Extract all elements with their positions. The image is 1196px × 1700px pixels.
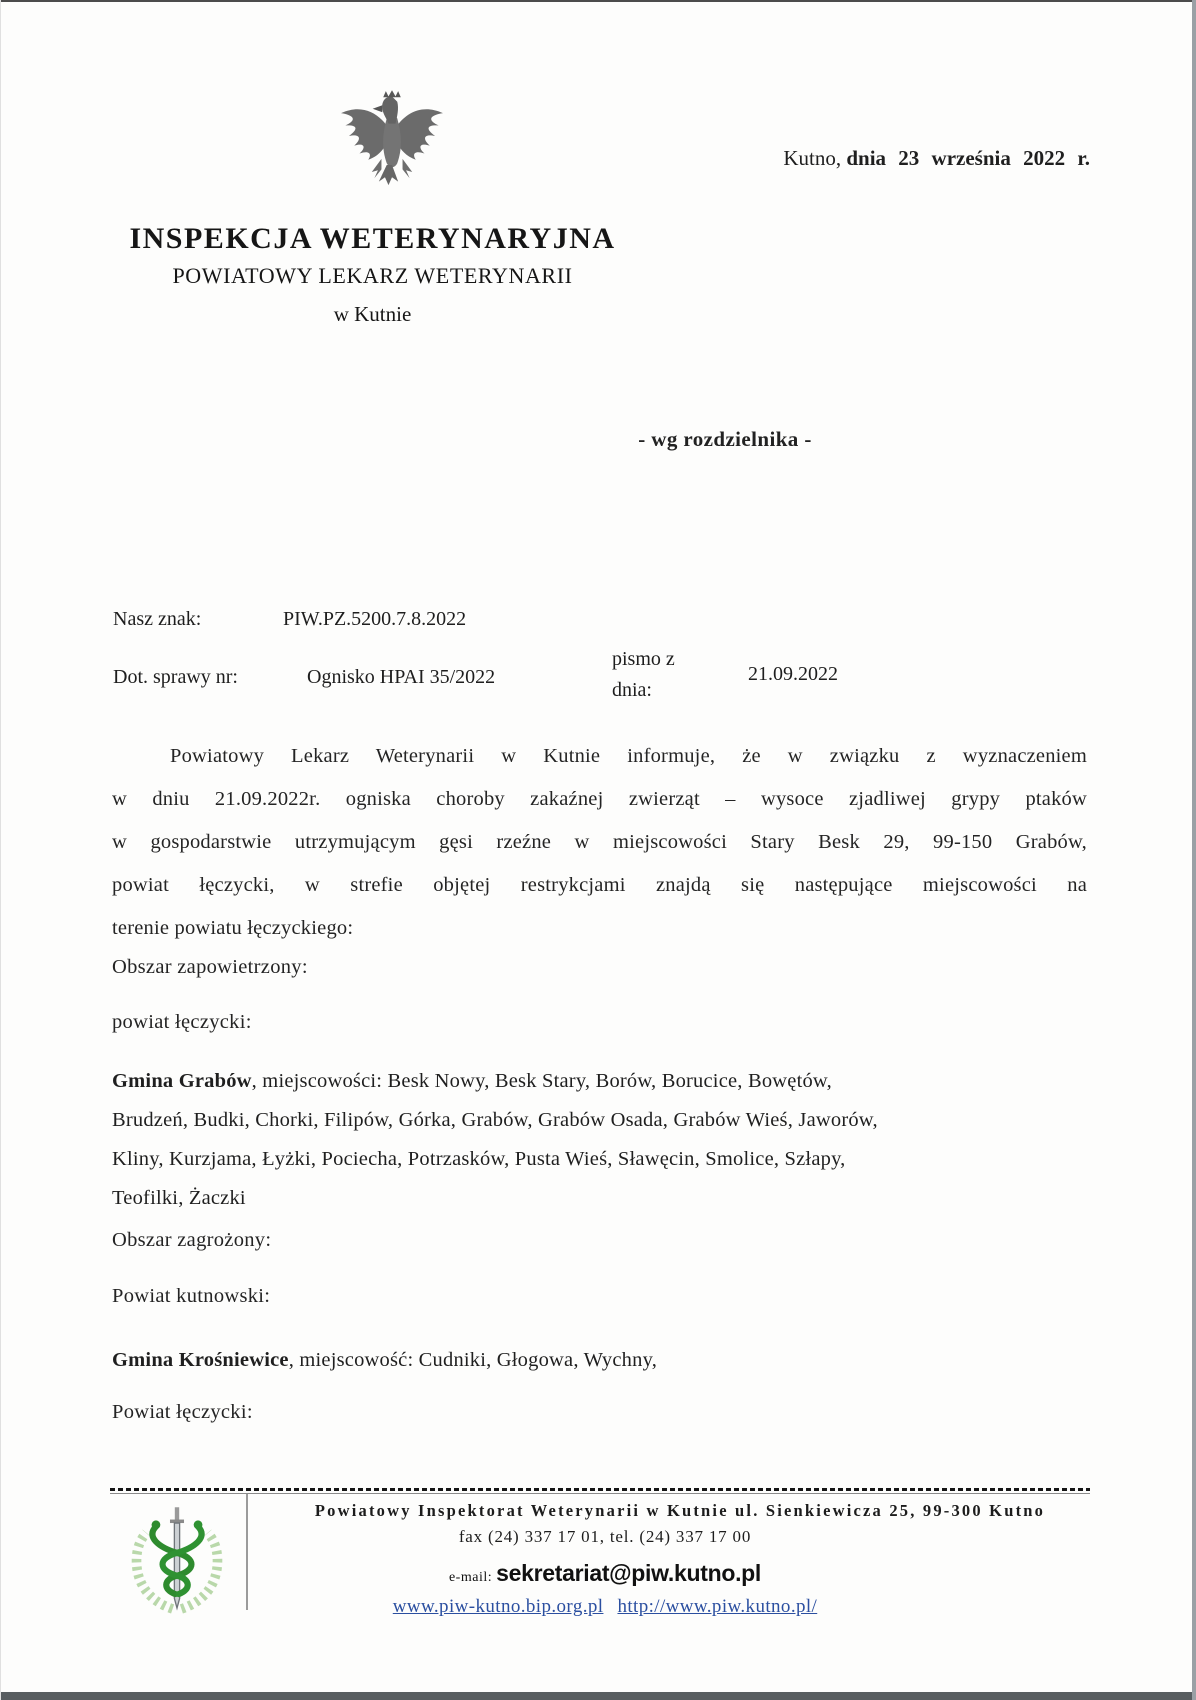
zone1-heading: Obszar zapowietrzony: <box>112 956 308 978</box>
email-address: sekretariat@piw.kutno.pl <box>496 1560 762 1586</box>
gmina-name: Gmina Grabów <box>112 1070 252 1092</box>
org-name: INSPEKCJA WETERYNARYJNA <box>129 222 616 255</box>
footer-phone-fax: fax (24) 337 17 01, tel. (24) 337 17 00 <box>458 1527 752 1546</box>
main-paragraph <box>112 735 1087 950</box>
email-label: e-mail: <box>448 1570 493 1585</box>
footer-vertical-divider <box>246 1494 248 1610</box>
polish-eagle-icon <box>334 82 450 204</box>
piw-website-link[interactable]: http://www.piw.kutno.pl/ <box>617 1596 818 1617</box>
localities-text: , miejscowości: Besk Nowy, Besk Stary, Borów, Borucice, Bowętów, <box>251 1070 832 1092</box>
date-value: dnia 23 września 2022 r. <box>846 146 1090 170</box>
zone2-county-kutnowski: Powiat kutnowski: <box>112 1285 271 1307</box>
case-ref-label: Dot. sprawy nr: <box>113 666 238 688</box>
gmina-name: Gmina Krośniewice <box>112 1349 289 1371</box>
localities-line: Brudzeń, Budki, Chorki, Filipów, Górka, Grabów, Grabów Osada, Grabów Wieś, Jaworów, <box>112 1109 878 1131</box>
footer-dotted-separator <box>110 1488 1090 1491</box>
org-city: w Kutnie <box>333 302 412 326</box>
localities-line: Kliny, Kurzjama, Łyżki, Pociecha, Potrzasków, Pusta Wieś, Sławęcin, Smolice, Szłapy, <box>112 1148 846 1170</box>
paragraph-line: w gospodarstwie utrzymującym gęsi rzeźne w miejscowości Stary Besk 29, 99-150 Grabów, <box>112 831 1087 853</box>
scan-edge-top <box>0 0 1196 2</box>
scan-edge-left <box>0 0 1 1700</box>
our-ref-value: PIW.PZ.5200.7.8.2022 <box>283 608 467 630</box>
scan-edge-right <box>1192 0 1196 1700</box>
footer-email-line <box>110 1560 1100 1587</box>
zone1-localities <box>112 1062 1102 1218</box>
paragraph-line: Powiatowy Lekarz Weterynarii w Kutnie informuje, że w związku z wyznaczeniem <box>170 745 1087 767</box>
localities-line <box>112 1062 1102 1101</box>
letter-date-line <box>620 146 1090 171</box>
zone2-localities <box>112 1341 1102 1380</box>
scan-edge-bottom <box>0 1692 1196 1700</box>
zone1-county: powiat łęczycki: <box>112 1011 252 1033</box>
org-office: POWIATOWY LEKARZ WETERYNARII <box>172 263 573 288</box>
letter-of-date: 21.09.2022 <box>748 663 838 685</box>
distribution-note: - wg rozdzielnika - <box>638 427 812 451</box>
zone2-county-leczycki: Powiat łęczycki: <box>112 1401 253 1423</box>
footer-address: Powiatowy Inspektorat Weterynarii w Kutnie ul. Sienkiewicza 25, 99-300 Kutno <box>314 1501 1046 1520</box>
localities-line <box>112 1341 1102 1380</box>
paragraph-line: w dniu 21.09.2022r. ogniska choroby zakaźnej zwierząt – wysoce zjadliwej grypy ptaków <box>112 788 1087 810</box>
localities-line: Teofilki, Żaczki <box>112 1187 246 1209</box>
letterhead-org-block <box>100 222 645 327</box>
footer-separator-shadow <box>110 1493 1090 1494</box>
letter-of-label-line1: pismo z <box>612 648 675 670</box>
footer-links-line <box>110 1596 1100 1618</box>
letter-of-label-line2: dnia: <box>612 679 652 701</box>
case-ref-value: Ognisko HPAI 35/2022 <box>307 666 496 688</box>
paragraph-line: terenie powiatu łęczyckiego: <box>112 917 354 939</box>
paragraph-line: powiat łęczycki, w strefie objętej restrykcjami znajdą się następujące miejscowości na <box>112 874 1087 896</box>
localities-text: , miejscowość: Cudniki, Głogowa, Wychny, <box>288 1349 658 1371</box>
date-city: Kutno, <box>783 146 842 170</box>
our-ref-label: Nasz znak: <box>113 608 202 630</box>
bip-website-link[interactable]: www.piw-kutno.bip.org.pl <box>392 1596 604 1617</box>
zone2-heading: Obszar zagrożony: <box>112 1229 272 1251</box>
